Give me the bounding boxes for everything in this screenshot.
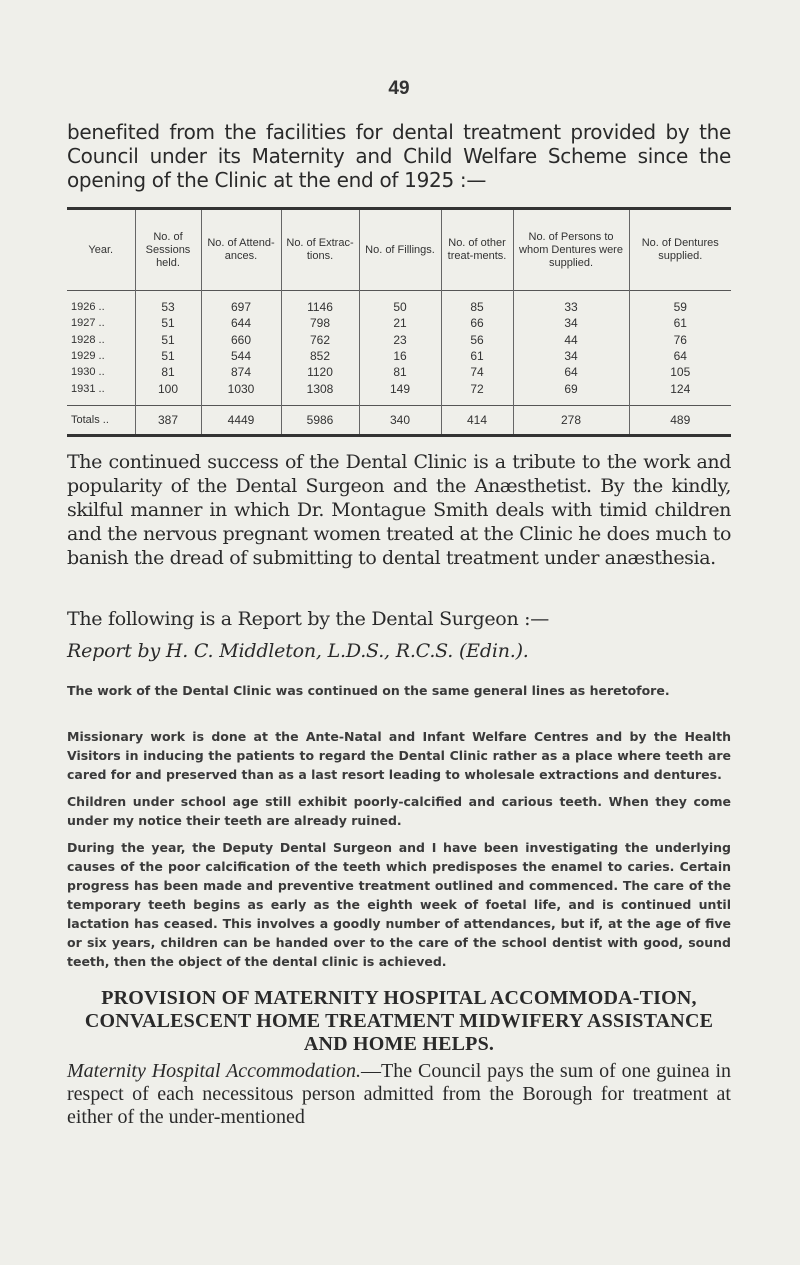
cell-other: 72: [441, 380, 513, 405]
cell-attendances: 1030: [201, 380, 281, 405]
report-paragraph-3: Children under school age still exhibit poorly-calcified and carious teeth. When they come under my notice their teeth are already ruined.: [67, 794, 731, 828]
report-lead: The following is a Report by the Dental Surgeon :—: [67, 608, 549, 630]
cell-fillings: 21: [359, 315, 441, 331]
cell-sessions: 53: [135, 291, 201, 316]
cell-year: 1926 ..: [71, 301, 105, 314]
cell-year: 1928 ..: [71, 333, 105, 346]
cell-fillings: 23: [359, 332, 441, 348]
report-paragraph-4: During the year, the Deputy Dental Surgeon and I have been investigating the underlying causes of the poor calcification of the teeth which predisposes the enamel to caries. Certain progress has been made and preventive treatment outlined and commenced. The care of the temporary teeth begins as early as the eighth week of foetal life, and is continued until lactation has ceased. This involves a goodly number of attendances, but if, at the age of five or six years, children can be handed over to the care of the school dentist with good, sound teeth, then the object of the dental clinic is achieved.: [67, 840, 731, 969]
report-title: Report by H. C. Middleton, L.D.S., R.C.S. (Edin.).: [67, 640, 529, 662]
cell-extractions: 1146: [281, 291, 359, 316]
header-sessions: No. of Sessions held.: [135, 209, 201, 291]
cell-total-fillings: 340: [359, 405, 441, 435]
table-row: [67, 332, 731, 348]
page-number: 49: [388, 78, 410, 99]
cell-extractions: 798: [281, 315, 359, 331]
cell-total-persons: 278: [513, 405, 629, 435]
dental-statistics-table: [67, 207, 731, 437]
section-heading: PROVISION OF MATERNITY HOSPITAL ACCOMMODA-TION, CONVALESCENT HOME TREATMENT MIDWIFERY ASSISTANCE AND HOME HELPS.: [84, 987, 714, 1055]
header-fillings: No. of Fillings.: [359, 209, 441, 291]
cell-persons: 34: [513, 348, 629, 364]
cell-persons: 33: [513, 291, 629, 316]
header-other-treatments: No. of other treat-ments.: [441, 209, 513, 291]
table-header-row: [67, 209, 731, 291]
header-dentures-supplied: No. of Dentures supplied.: [629, 209, 731, 291]
cell-persons: 69: [513, 380, 629, 405]
table-row: [67, 315, 731, 331]
cell-extractions: 1308: [281, 380, 359, 405]
cell-persons: 44: [513, 332, 629, 348]
cell-total-sessions: 387: [135, 405, 201, 435]
cell-dentures: 64: [629, 348, 731, 364]
cell-fillings: 50: [359, 291, 441, 316]
cell-other: 66: [441, 315, 513, 331]
cell-attendances: 697: [201, 291, 281, 316]
cell-other: 74: [441, 364, 513, 380]
header-year: Year.: [88, 243, 114, 256]
cell-persons: 34: [513, 315, 629, 331]
cell-dentures: 105: [629, 364, 731, 380]
table-row: [67, 364, 731, 380]
cell-persons: 64: [513, 364, 629, 380]
table-row: [67, 291, 731, 316]
cell-fillings: 149: [359, 380, 441, 405]
report-paragraph-1: The work of the Dental Clinic was continued on the same general lines as heretofore.: [67, 683, 670, 698]
cell-sessions: 100: [135, 380, 201, 405]
cell-sessions: 81: [135, 364, 201, 380]
cell-other: 56: [441, 332, 513, 348]
header-extractions: No. of Extrac-tions.: [281, 209, 359, 291]
cell-year: 1931 ..: [71, 382, 105, 395]
cell-year: 1927 ..: [71, 317, 105, 330]
table-row: [67, 348, 731, 364]
maternity-text: —The Council pays the sum of one guinea in respect of each necessitous person admitted from the Borough for treatment at either of the under-mentioned: [67, 1060, 731, 1128]
cell-total-other: 414: [441, 405, 513, 435]
totals-row: [67, 405, 731, 435]
dental-statistics-table-wrapper: [67, 207, 731, 437]
header-attendances: No. of Attend-ances.: [201, 209, 281, 291]
cell-attendances: 874: [201, 364, 281, 380]
cell-fillings: 16: [359, 348, 441, 364]
cell-attendances: 644: [201, 315, 281, 331]
maternity-label: Maternity Hospital Accommodation.: [67, 1060, 362, 1082]
cell-year: 1929 ..: [71, 350, 105, 363]
cell-other: 61: [441, 348, 513, 364]
intro-paragraph: benefited from the facilities for dental treatment provided by the Council under its Maternity and Child Welfare Scheme since the opening of the Clinic at the end of 1925 :—: [67, 120, 731, 192]
cell-extractions: 852: [281, 348, 359, 364]
cell-sessions: 51: [135, 348, 201, 364]
cell-dentures: 76: [629, 332, 731, 348]
clinic-success-paragraph: The continued success of the Dental Clinic is a tribute to the work and popularity of the Dental Surgeon and the Anæsthetist. By the kindly, skilful manner in which Dr. Montague Smith deals with timid children and the nervous pregnant women treated at the Clinic he does much to banish the dread of submitting to dental treatment under anæsthesia.: [67, 451, 731, 569]
cell-attendances: 660: [201, 332, 281, 348]
cell-dentures: 59: [629, 291, 731, 316]
cell-extractions: 762: [281, 332, 359, 348]
cell-other: 85: [441, 291, 513, 316]
table-row: [67, 380, 731, 405]
maternity-paragraph: [67, 1060, 731, 1129]
cell-fillings: 81: [359, 364, 441, 380]
report-paragraph-2: Missionary work is done at the Ante-Natal and Infant Welfare Centres and by the Health Visitors in inducing the patients to regard the Dental Clinic rather as a place where teeth are cared for and preserved than as a last resort leading to wholesale extractions and dentures.: [67, 729, 731, 782]
cell-dentures: 61: [629, 315, 731, 331]
cell-sessions: 51: [135, 332, 201, 348]
cell-total-dentures: 489: [629, 405, 731, 435]
cell-total-extractions: 5986: [281, 405, 359, 435]
cell-year: 1930 ..: [71, 366, 105, 379]
cell-extractions: 1120: [281, 364, 359, 380]
cell-dentures: 124: [629, 380, 731, 405]
cell-totals-label: Totals ..: [71, 413, 109, 426]
cell-total-attendances: 4449: [201, 405, 281, 435]
cell-attendances: 544: [201, 348, 281, 364]
header-persons-dentures: No. of Persons to whom Dentures were supplied.: [513, 209, 629, 291]
cell-sessions: 51: [135, 315, 201, 331]
